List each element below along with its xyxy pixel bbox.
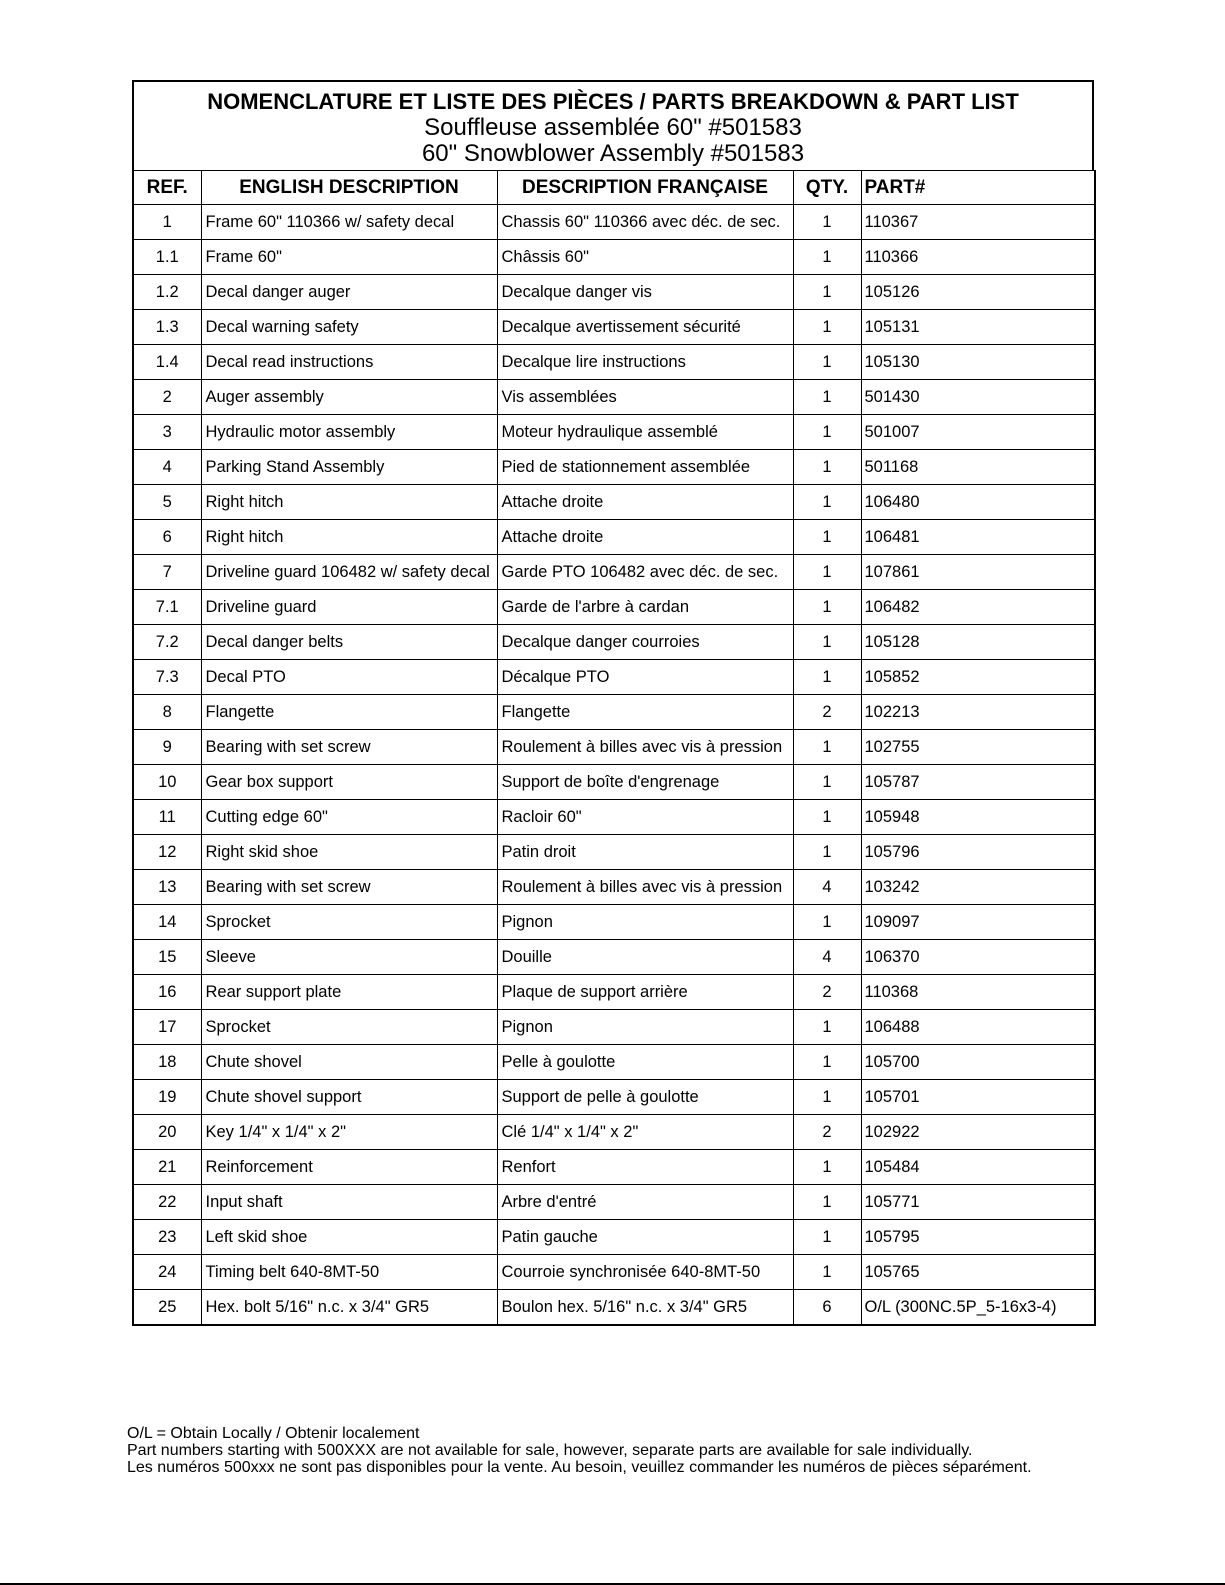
table-row bbox=[133, 730, 1095, 765]
cell-ref: 14 bbox=[133, 905, 201, 940]
cell-english-description: Bearing with set screw bbox=[201, 730, 497, 765]
cell-ref: 25 bbox=[133, 1290, 201, 1326]
cell-french-description: Pignon bbox=[497, 905, 793, 940]
cell-ref: 6 bbox=[133, 520, 201, 555]
cell-french-description: Garde PTO 106482 avec déc. de sec. bbox=[497, 555, 793, 590]
table-row bbox=[133, 975, 1095, 1010]
cell-part-number: 102213 bbox=[861, 695, 1095, 730]
cell-qty: 1 bbox=[793, 205, 861, 240]
cell-part-number: 105796 bbox=[861, 835, 1095, 870]
cell-part-number: 501430 bbox=[861, 380, 1095, 415]
cell-qty: 1 bbox=[793, 380, 861, 415]
cell-part-number: 110367 bbox=[861, 205, 1095, 240]
cell-french-description: Pied de stationnement assemblée bbox=[497, 450, 793, 485]
cell-qty: 1 bbox=[793, 485, 861, 520]
table-row bbox=[133, 765, 1095, 800]
cell-english-description: Chute shovel bbox=[201, 1045, 497, 1080]
cell-qty: 1 bbox=[793, 660, 861, 695]
cell-english-description: Driveline guard bbox=[201, 590, 497, 625]
table-row bbox=[133, 1185, 1095, 1220]
table-row bbox=[133, 415, 1095, 450]
table-row bbox=[133, 205, 1095, 240]
cell-french-description: Support de boîte d'engrenage bbox=[497, 765, 793, 800]
cell-ref: 1.1 bbox=[133, 240, 201, 275]
cell-qty: 1 bbox=[793, 835, 861, 870]
cell-english-description: Right hitch bbox=[201, 485, 497, 520]
parts-table bbox=[132, 170, 1096, 1326]
cell-ref: 7.1 bbox=[133, 590, 201, 625]
cell-ref: 4 bbox=[133, 450, 201, 485]
cell-english-description: Parking Stand Assembly bbox=[201, 450, 497, 485]
cell-english-description: Chute shovel support bbox=[201, 1080, 497, 1115]
cell-ref: 7 bbox=[133, 555, 201, 590]
cell-part-number: 105795 bbox=[861, 1220, 1095, 1255]
cell-english-description: Decal PTO bbox=[201, 660, 497, 695]
cell-french-description: Moteur hydraulique assemblé bbox=[497, 415, 793, 450]
cell-french-description: Clé 1/4" x 1/4" x 2" bbox=[497, 1115, 793, 1150]
cell-french-description: Decalque lire instructions bbox=[497, 345, 793, 380]
cell-english-description: Input shaft bbox=[201, 1185, 497, 1220]
cell-part-number: 109097 bbox=[861, 905, 1095, 940]
cell-french-description: Patin droit bbox=[497, 835, 793, 870]
cell-ref: 1.2 bbox=[133, 275, 201, 310]
cell-ref: 15 bbox=[133, 940, 201, 975]
cell-qty: 1 bbox=[793, 590, 861, 625]
cell-part-number: 105948 bbox=[861, 800, 1095, 835]
table-row bbox=[133, 310, 1095, 345]
table-row bbox=[133, 520, 1095, 555]
cell-ref: 8 bbox=[133, 695, 201, 730]
cell-ref: 22 bbox=[133, 1185, 201, 1220]
column-header-ref: REF. bbox=[133, 171, 201, 205]
cell-ref: 2 bbox=[133, 380, 201, 415]
document-header bbox=[132, 80, 1094, 170]
document-subtitle-french: Souffleuse assemblée 60" #501583 bbox=[424, 114, 802, 141]
cell-qty: 1 bbox=[793, 415, 861, 450]
cell-french-description: Vis assemblées bbox=[497, 380, 793, 415]
table-row bbox=[133, 1220, 1095, 1255]
cell-english-description: Key 1/4" x 1/4" x 2" bbox=[201, 1115, 497, 1150]
cell-ref: 10 bbox=[133, 765, 201, 800]
footnotes bbox=[127, 1425, 1032, 1476]
table-row bbox=[133, 485, 1095, 520]
cell-english-description: Decal read instructions bbox=[201, 345, 497, 380]
cell-english-description: Timing belt 640-8MT-50 bbox=[201, 1255, 497, 1290]
cell-qty: 1 bbox=[793, 240, 861, 275]
cell-english-description: Flangette bbox=[201, 695, 497, 730]
cell-qty: 1 bbox=[793, 905, 861, 940]
document-subtitle-english: 60" Snowblower Assembly #501583 bbox=[421, 140, 805, 167]
table-row bbox=[133, 1150, 1095, 1185]
cell-french-description: Renfort bbox=[497, 1150, 793, 1185]
cell-french-description: Pelle à goulotte bbox=[497, 1045, 793, 1080]
cell-english-description: Hex. bolt 5/16" n.c. x 3/4" GR5 bbox=[201, 1290, 497, 1326]
cell-ref: 1 bbox=[133, 205, 201, 240]
cell-qty: 1 bbox=[793, 625, 861, 660]
cell-qty: 1 bbox=[793, 1080, 861, 1115]
cell-part-number: 105852 bbox=[861, 660, 1095, 695]
cell-part-number: 105130 bbox=[861, 345, 1095, 380]
cell-qty: 1 bbox=[793, 520, 861, 555]
cell-part-number: 105765 bbox=[861, 1255, 1095, 1290]
table-row bbox=[133, 905, 1095, 940]
cell-ref: 11 bbox=[133, 800, 201, 835]
cell-part-number: 103242 bbox=[861, 870, 1095, 905]
cell-french-description: Roulement à billes avec vis à pression bbox=[497, 870, 793, 905]
cell-qty: 1 bbox=[793, 310, 861, 345]
cell-part-number: 501168 bbox=[861, 450, 1095, 485]
cell-qty: 2 bbox=[793, 695, 861, 730]
cell-french-description: Douille bbox=[497, 940, 793, 975]
cell-part-number: 102922 bbox=[861, 1115, 1095, 1150]
table-row bbox=[133, 380, 1095, 415]
cell-ref: 13 bbox=[133, 870, 201, 905]
cell-qty: 1 bbox=[793, 1150, 861, 1185]
cell-qty: 1 bbox=[793, 800, 861, 835]
table-row bbox=[133, 940, 1095, 975]
cell-ref: 21 bbox=[133, 1150, 201, 1185]
cell-french-description: Roulement à billes avec vis à pression bbox=[497, 730, 793, 765]
cell-english-description: Decal warning safety bbox=[201, 310, 497, 345]
table-row bbox=[133, 695, 1095, 730]
table-row bbox=[133, 345, 1095, 380]
cell-part-number: 107861 bbox=[861, 555, 1095, 590]
cell-ref: 3 bbox=[133, 415, 201, 450]
cell-ref: 1.3 bbox=[133, 310, 201, 345]
cell-part-number: 105126 bbox=[861, 275, 1095, 310]
table-row bbox=[133, 555, 1095, 590]
cell-ref: 5 bbox=[133, 485, 201, 520]
cell-qty: 1 bbox=[793, 345, 861, 380]
document-title: NOMENCLATURE ET LISTE DES PIÈCES / PARTS BREAKDOWN & PART LIST bbox=[207, 89, 1019, 114]
cell-english-description: Frame 60" bbox=[201, 240, 497, 275]
cell-french-description: Décalque PTO bbox=[497, 660, 793, 695]
cell-english-description: Left skid shoe bbox=[201, 1220, 497, 1255]
footnote-part-numbers-english: Part numbers starting with 500XXX are not available for sale, however, separate parts are available for sale individually. bbox=[127, 1442, 973, 1459]
cell-part-number: 105131 bbox=[861, 310, 1095, 345]
cell-english-description: Decal danger auger bbox=[201, 275, 497, 310]
cell-english-description: Frame 60" 110366 w/ safety decal bbox=[201, 205, 497, 240]
table-header-row bbox=[133, 171, 1095, 205]
cell-ref: 17 bbox=[133, 1010, 201, 1045]
cell-french-description: Attache droite bbox=[497, 485, 793, 520]
cell-french-description: Decalque danger courroies bbox=[497, 625, 793, 660]
cell-french-description: Decalque danger vis bbox=[497, 275, 793, 310]
cell-part-number: 110368 bbox=[861, 975, 1095, 1010]
cell-ref: 7.2 bbox=[133, 625, 201, 660]
cell-english-description: Gear box support bbox=[201, 765, 497, 800]
cell-part-number: 106481 bbox=[861, 520, 1095, 555]
table-row bbox=[133, 870, 1095, 905]
cell-english-description: Sleeve bbox=[201, 940, 497, 975]
cell-part-number: 105701 bbox=[861, 1080, 1095, 1115]
cell-english-description: Right hitch bbox=[201, 520, 497, 555]
cell-qty: 1 bbox=[793, 1255, 861, 1290]
cell-ref: 24 bbox=[133, 1255, 201, 1290]
cell-ref: 19 bbox=[133, 1080, 201, 1115]
cell-qty: 2 bbox=[793, 975, 861, 1010]
cell-qty: 4 bbox=[793, 940, 861, 975]
column-header-qty: QTY. bbox=[793, 171, 861, 205]
cell-part-number: 106480 bbox=[861, 485, 1095, 520]
cell-french-description: Attache droite bbox=[497, 520, 793, 555]
table-row bbox=[133, 1045, 1095, 1080]
cell-qty: 1 bbox=[793, 1185, 861, 1220]
cell-part-number: 105771 bbox=[861, 1185, 1095, 1220]
cell-ref: 23 bbox=[133, 1220, 201, 1255]
cell-qty: 1 bbox=[793, 1045, 861, 1080]
cell-ref: 12 bbox=[133, 835, 201, 870]
parts-list-sheet bbox=[132, 80, 1094, 1326]
cell-english-description: Right skid shoe bbox=[201, 835, 497, 870]
cell-part-number: 105787 bbox=[861, 765, 1095, 800]
cell-part-number: O/L (300NC.5P_5-16x3-4) bbox=[861, 1290, 1095, 1326]
cell-qty: 4 bbox=[793, 870, 861, 905]
cell-english-description: Bearing with set screw bbox=[201, 870, 497, 905]
cell-ref: 7.3 bbox=[133, 660, 201, 695]
cell-qty: 1 bbox=[793, 1220, 861, 1255]
table-row bbox=[133, 625, 1095, 660]
cell-french-description: Flangette bbox=[497, 695, 793, 730]
column-header-part-number: PART# bbox=[861, 171, 1095, 205]
cell-english-description: Rear support plate bbox=[201, 975, 497, 1010]
cell-english-description: Driveline guard 106482 w/ safety decal bbox=[201, 555, 497, 590]
column-header-english-description: ENGLISH DESCRIPTION bbox=[201, 171, 497, 205]
table-row bbox=[133, 660, 1095, 695]
cell-part-number: 106370 bbox=[861, 940, 1095, 975]
cell-ref: 16 bbox=[133, 975, 201, 1010]
table-row bbox=[133, 240, 1095, 275]
cell-french-description: Support de pelle à goulotte bbox=[497, 1080, 793, 1115]
cell-english-description: Sprocket bbox=[201, 1010, 497, 1045]
cell-french-description: Pignon bbox=[497, 1010, 793, 1045]
cell-part-number: 105484 bbox=[861, 1150, 1095, 1185]
cell-french-description: Garde de l'arbre à cardan bbox=[497, 590, 793, 625]
table-row bbox=[133, 1080, 1095, 1115]
cell-french-description: Chassis 60" 110366 avec déc. de sec. bbox=[497, 205, 793, 240]
cell-english-description: Sprocket bbox=[201, 905, 497, 940]
cell-french-description: Plaque de support arrière bbox=[497, 975, 793, 1010]
footnote-obtain-locally: O/L = Obtain Locally / Obtenir localement bbox=[127, 1425, 420, 1442]
cell-english-description: Reinforcement bbox=[201, 1150, 497, 1185]
table-row bbox=[133, 450, 1095, 485]
cell-part-number: 102755 bbox=[861, 730, 1095, 765]
cell-ref: 18 bbox=[133, 1045, 201, 1080]
cell-qty: 6 bbox=[793, 1290, 861, 1326]
cell-french-description: Racloir 60" bbox=[497, 800, 793, 835]
cell-part-number: 105700 bbox=[861, 1045, 1095, 1080]
cell-qty: 1 bbox=[793, 450, 861, 485]
cell-part-number: 106488 bbox=[861, 1010, 1095, 1045]
table-row bbox=[133, 800, 1095, 835]
cell-english-description: Hydraulic motor assembly bbox=[201, 415, 497, 450]
table-row bbox=[133, 590, 1095, 625]
cell-english-description: Cutting edge 60" bbox=[201, 800, 497, 835]
cell-ref: 1.4 bbox=[133, 345, 201, 380]
cell-qty: 1 bbox=[793, 555, 861, 590]
cell-part-number: 105128 bbox=[861, 625, 1095, 660]
cell-part-number: 501007 bbox=[861, 415, 1095, 450]
cell-qty: 1 bbox=[793, 275, 861, 310]
parts-table-body bbox=[133, 205, 1095, 1326]
cell-english-description: Decal danger belts bbox=[201, 625, 497, 660]
table-row bbox=[133, 835, 1095, 870]
cell-french-description: Patin gauche bbox=[497, 1220, 793, 1255]
cell-french-description: Arbre d'entré bbox=[497, 1185, 793, 1220]
cell-english-description: Auger assembly bbox=[201, 380, 497, 415]
table-row bbox=[133, 1290, 1095, 1326]
table-row bbox=[133, 275, 1095, 310]
cell-ref: 20 bbox=[133, 1115, 201, 1150]
cell-part-number: 106482 bbox=[861, 590, 1095, 625]
table-row bbox=[133, 1115, 1095, 1150]
column-header-french-description: DESCRIPTION FRANÇAISE bbox=[497, 171, 793, 205]
cell-qty: 1 bbox=[793, 730, 861, 765]
cell-qty: 1 bbox=[793, 765, 861, 800]
table-row bbox=[133, 1010, 1095, 1045]
cell-qty: 1 bbox=[793, 1010, 861, 1045]
cell-french-description: Decalque avertissement sécurité bbox=[497, 310, 793, 345]
cell-french-description: Châssis 60" bbox=[497, 240, 793, 275]
cell-part-number: 110366 bbox=[861, 240, 1095, 275]
cell-french-description: Courroie synchronisée 640-8MT-50 bbox=[497, 1255, 793, 1290]
cell-ref: 9 bbox=[133, 730, 201, 765]
cell-french-description: Boulon hex. 5/16" n.c. x 3/4" GR5 bbox=[497, 1290, 793, 1326]
footnote-part-numbers-french: Les numéros 500xxx ne sont pas disponibles pour la vente. Au besoin, veuillez commander les numéros de pièces séparément. bbox=[127, 1459, 1032, 1476]
table-row bbox=[133, 1255, 1095, 1290]
cell-qty: 2 bbox=[793, 1115, 861, 1150]
